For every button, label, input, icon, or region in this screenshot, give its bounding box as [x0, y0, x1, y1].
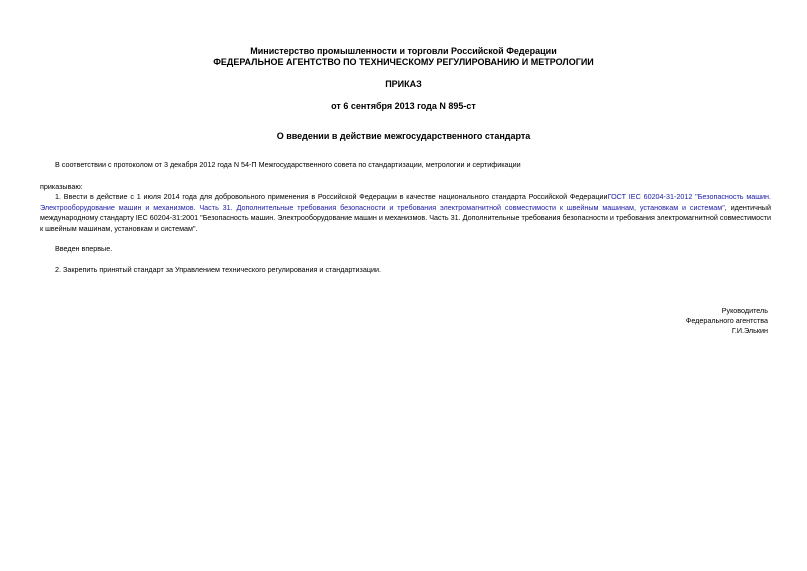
first-time-note: Введен впервые.	[55, 244, 113, 253]
order-item-2: 2. Закрепить принятый стандарт за Управлением технического регулирования и стандартизации.	[55, 265, 381, 274]
order-item-1	[40, 192, 771, 234]
order-item-1-end: , идентичный международному стандарту IEC 60204-31:2001 "Безопасность машин. Электрооборудование машин и механизмов. Часть 31. Дополнительные требования безопасности и требования электромагнитной совместимости к швейным машинам, установкам и системам".	[40, 202, 771, 233]
agency-title: ФЕДЕРАЛЬНОЕ АГЕНТСТВО ПО ТЕХНИЧЕСКОМУ РЕГУЛИРОВАНИЮ И МЕТРОЛОГИИ	[213, 57, 594, 67]
signature-name: Г.И.Элькин	[731, 326, 768, 335]
preamble-text: В соответствии с протоколом от 3 декабря 2012 года N 54-П Межгосударственного совета по стандартизации, метрологии и сертификации	[55, 160, 521, 169]
signature-position-line2: Федерального агентства	[685, 316, 768, 325]
order-item-1-start: 1. Ввести в действие с 1 июля 2014 года для добровольного применения в Российской Федерации в качестве национального стандарта Российской Федерации	[55, 192, 608, 201]
document-subject: О введении в действие межгосударственного стандарта	[276, 131, 531, 141]
standard-link[interactable]: ГОСТ IEC 60204-31-2012 "Безопасность машин. Электрооборудование машин и механизмов. Часть 31. Дополнительные требования безопасности и требования электромагнитной совместимости к швейным машинам, установкам и системам"	[40, 192, 772, 212]
document-type: ПРИКАЗ	[385, 79, 422, 89]
signature-position-line1: Руководитель	[721, 306, 768, 315]
document-date-number: от 6 сентября 2013 года N 895-ст	[331, 101, 476, 111]
ministry-title: Министерство промышленности и торговли Российской Федерации	[250, 46, 557, 56]
order-word: приказываю:	[40, 182, 83, 191]
